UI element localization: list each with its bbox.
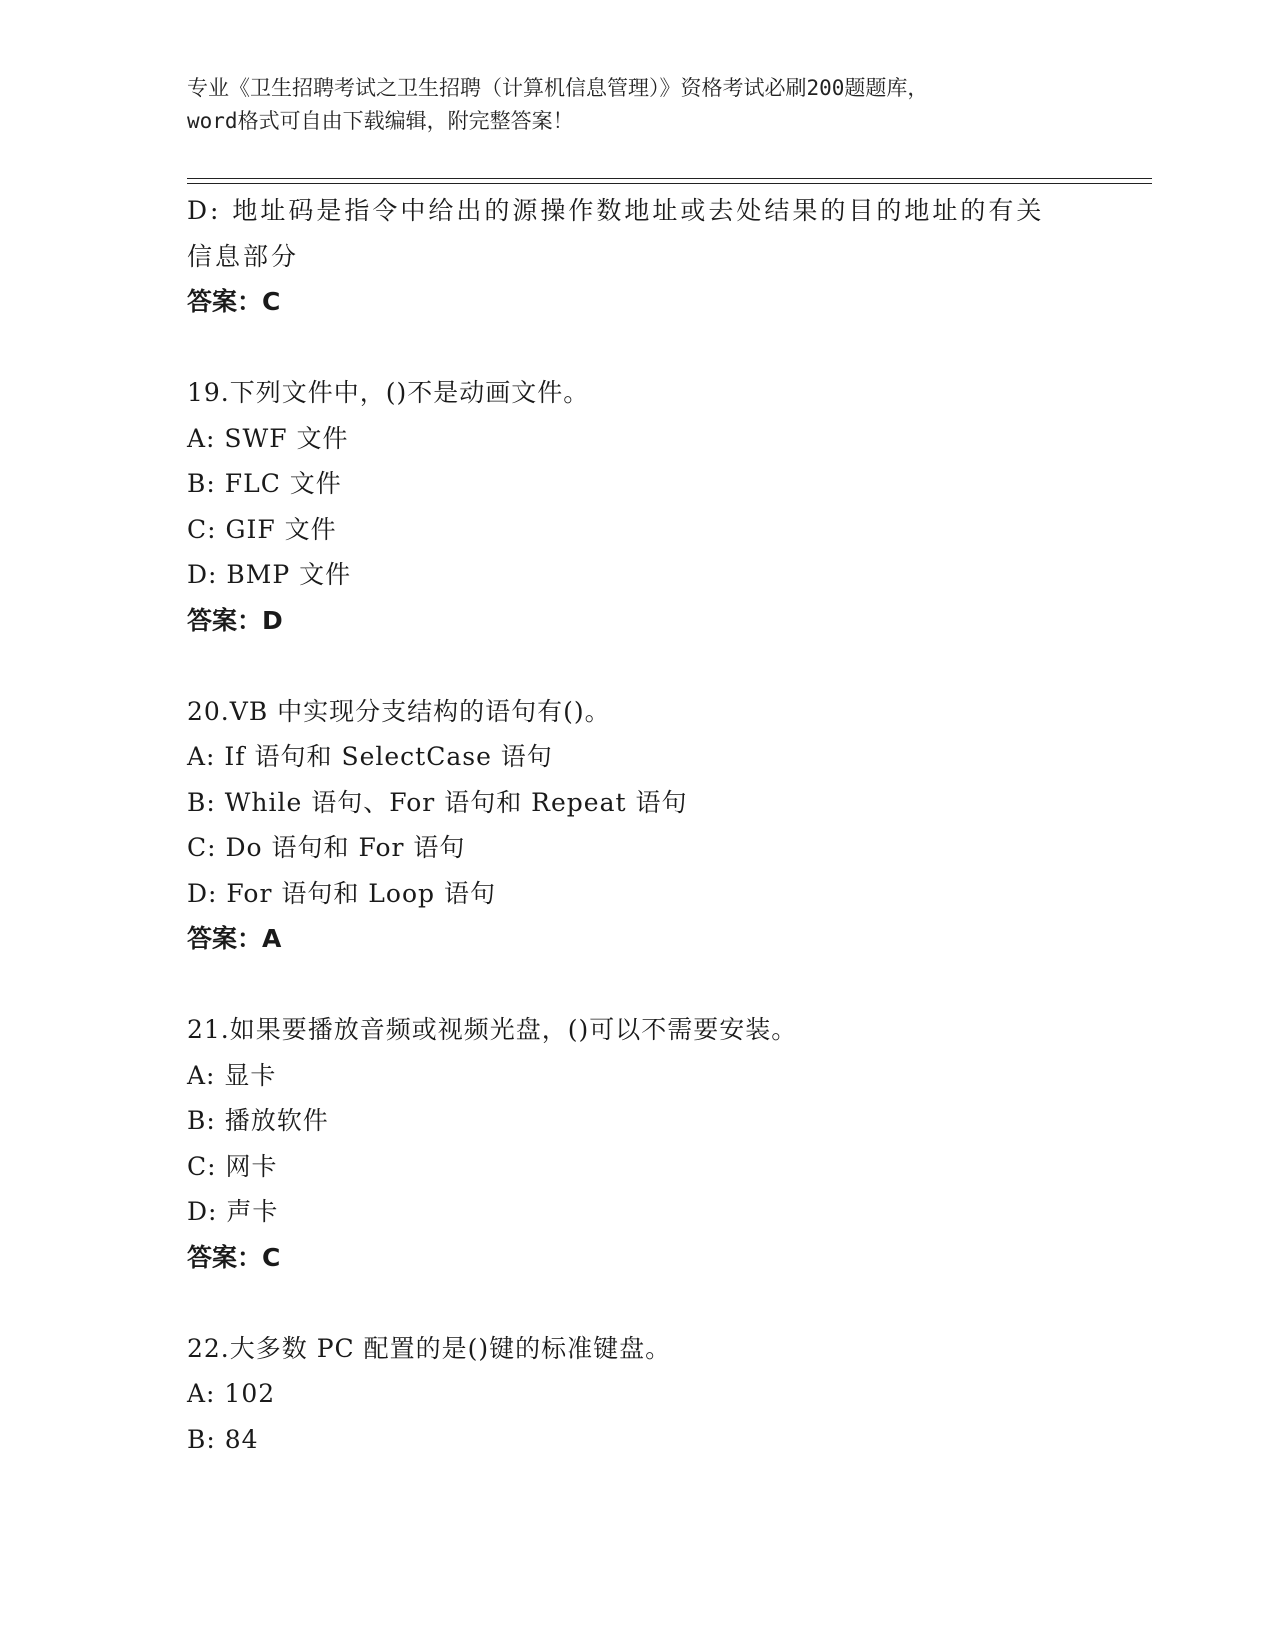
option-b: B: 播放软件	[187, 1106, 329, 1135]
option-c: C: Do 语句和 For 语句	[187, 833, 466, 862]
option-a: A: If 语句和 SelectCase 语句	[187, 742, 553, 771]
answer-line: 答案：C	[187, 1242, 281, 1272]
option-d: D: For 语句和 Loop 语句	[187, 878, 496, 908]
option-c: C: GIF 文件	[187, 514, 337, 544]
question-21	[187, 1007, 1087, 1280]
option-d: D: 声卡	[187, 1197, 279, 1226]
answer-line: 答案：A	[187, 924, 282, 953]
header-divider-bottom	[187, 183, 1152, 184]
question-content	[187, 188, 1087, 1462]
header-line-1: 专业《卫生招聘考试之卫生招聘（计算机信息管理）》资格考试必刷200题题库，	[187, 76, 929, 100]
option-d: D: 地址码是指令中给出的源操作数地址或去处结果的目的地址的有关信息部分	[187, 196, 1045, 271]
question-stem: 21.如果要播放音频或视频光盘，()可以不需要安装。	[187, 1015, 798, 1044]
option-a: A: 102	[187, 1379, 276, 1408]
option-d: D: BMP 文件	[187, 560, 352, 589]
answer-line: 答案：D	[187, 605, 283, 635]
previous-question-tail	[187, 188, 1087, 325]
option-b: B: 84	[187, 1424, 259, 1454]
header-divider-top	[187, 178, 1152, 179]
question-19	[187, 370, 1087, 643]
header-line-2: word格式可自由下载编辑，附完整答案！	[187, 109, 574, 133]
answer-line: 答案：C	[187, 287, 281, 316]
option-a: A: 显卡	[187, 1060, 277, 1090]
question-22	[187, 1326, 1087, 1463]
question-stem: 19.下列文件中，()不是动画文件。	[187, 378, 590, 407]
document-header	[187, 72, 1087, 138]
question-stem: 20.VB 中实现分支结构的语句有()。	[187, 696, 611, 726]
question-20	[187, 689, 1087, 962]
option-b: B: While 语句、For 语句和 Repeat 语句	[187, 787, 688, 817]
option-b: B: FLC 文件	[187, 469, 342, 498]
option-a: A: SWF 文件	[187, 423, 349, 453]
question-stem: 22.大多数 PC 配置的是()键的标准键盘。	[187, 1333, 672, 1363]
option-c: C: 网卡	[187, 1151, 278, 1181]
